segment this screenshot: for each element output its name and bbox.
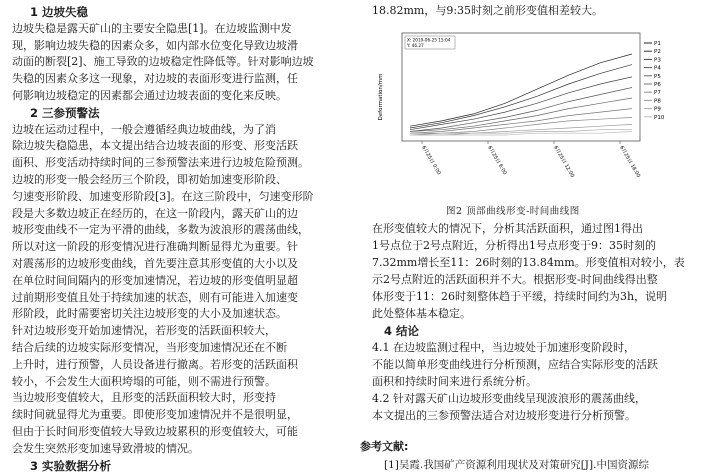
text-line: 续时间就显得尤为重要。即使形变加速情况并不是很明显， <box>12 408 298 422</box>
legend-label: P9 <box>654 106 661 113</box>
section-heading: 1 边坡失稳 <box>30 5 89 19</box>
legend-label: P2 <box>654 49 661 56</box>
text-line: 现，影响边坡失稳的因素众多，如内部水位变化导致边坡滑 <box>12 38 298 52</box>
text-line: 此处整体基本稳定。 <box>372 307 471 320</box>
text-line: 本文提出的三参预警法适合对边坡形变进行分析预警。 <box>372 409 636 422</box>
references-heading: 参考文献: <box>360 440 409 453</box>
legend-label: P3 <box>654 57 661 64</box>
deformation-chart <box>372 25 672 205</box>
text-line: 示2号点附近的活跃面积并不大。根据形变-时间曲线得出整 <box>372 273 658 286</box>
x-tick-label: 6月25日 6:00 <box>486 145 508 177</box>
text-line: 针对边坡形变开始加速情况，若形变的活跃面积较大， <box>12 324 276 338</box>
text-line: 体形变于11：26时刻整体趋于平缓，持续时间约为3h，说明 <box>372 290 668 303</box>
text-line: 动面的断裂[2]、施工导致的边坡稳定性降低等。针对影响边坡 <box>12 55 314 69</box>
text-line: 面积、形变活动持续时间的三参预警法来进行边坡危险预测。 <box>12 156 309 170</box>
y-axis-label: Deformation/mm <box>378 73 384 121</box>
text-line: 所以对这一阶段的形变情况进行准确判断显得尤为重要。针 <box>12 240 298 254</box>
legend-label: P4 <box>654 65 661 72</box>
tooltip-y: Y: 46.27 <box>407 43 424 48</box>
text-line: 1号点位于2号点附近，分析得出1号点形变于9：35时刻的 <box>372 239 656 252</box>
text-line: 对震荡形的边坡形变曲线，首先要注意其形变值的大小以及 <box>12 257 298 270</box>
text-line: 4.2 针对露天矿山边坡形变曲线呈现波浪形的震荡曲线， <box>372 392 646 405</box>
text-line: 除边坡失稳隐患，本文提出结合边坡表面的形变、形变活跃 <box>12 139 298 153</box>
x-axis-ticks <box>420 141 642 179</box>
text-line: 4.1 在边坡监测过程中，当边坡处于加速形变阶段时， <box>372 341 635 354</box>
text-line: 边坡失稳是露天矿山的主要安全隐患[1]。在边坡监测中发 <box>12 21 292 35</box>
x-tick-label: 6月25日 12:00 <box>552 145 576 179</box>
legend-label: P1 <box>654 41 661 47</box>
section-heading: 4 结论 <box>384 324 420 338</box>
text-line: 18.82mm，与9:35时刻之前形变值相差较大。 <box>372 4 604 17</box>
text-line: 结合后续的边坡实际形变情况，当形变加速情况还在不断 <box>12 341 287 354</box>
text-line: 在形变值较大的情况下，分析其活跃面积，通过图1得出 <box>372 222 643 235</box>
section-heading: 2 三参预警法 <box>30 105 100 120</box>
legend-label: P8 <box>654 98 661 105</box>
text-line: 失稳的因素众多这一现象，对边坡的表面形变进行监测，任 <box>12 72 298 86</box>
text-line: 匀速变形阶段、加速变形阶段[3]。在这三阶段中，匀速变形阶 <box>12 189 314 203</box>
legend-label: P5 <box>654 73 661 80</box>
text-line: 边坡在运动过程中，一般会遵循经典边坡曲线，为了消 <box>12 122 276 136</box>
text-line: 段是大多数边坡正在经历的，在这一阶段内，露天矿山的边 <box>12 206 298 220</box>
text-line: 不能以简单形变曲线进行分析预测，应结合实际形变的活跃 <box>372 358 658 371</box>
x-tick-label: 6月25日 18:00 <box>618 145 642 179</box>
legend-label: P7 <box>654 90 661 97</box>
legend-label: P10 <box>654 114 665 121</box>
text-line: 会发生突然形变加速导致滑坡的情况。 <box>12 441 199 455</box>
text-line: 何影响边坡稳定的因素都会通过边坡表面的变化来反映。 <box>12 89 287 102</box>
text-line: 坡形变曲线不一定为平滑的曲线，多数为波浪形的震荡曲线， <box>12 223 309 237</box>
reference-item: [1]吴霞.我国矿产资源利用现状及对策研究[J].中国资源综 <box>384 459 649 471</box>
text-line: 当边坡形变值较大，且形变的活跃面积较大时，形变持 <box>12 391 276 405</box>
text-line: 较小，不会发生大面积垮塌的可能，则不需进行预警。 <box>12 374 276 388</box>
chart-tooltip <box>405 36 455 49</box>
figure-caption: 图2 顶部曲线形变-时间曲线图 <box>446 206 580 217</box>
text-line: 面积和持续时间来进行系统分析。 <box>372 375 537 388</box>
deformation-time-figure <box>372 25 672 205</box>
text-line: 上升时，进行预警，人员设备进行撤离。若形变的活跃面积 <box>12 357 298 371</box>
text-line: 形阶段，此时需要密切关注边坡形变的大小及加速状态。 <box>12 307 287 321</box>
chart-legend <box>644 41 665 121</box>
text-line: 7.32mm增长至11：26时刻的13.84mm。形变值相对较小，表 <box>372 256 685 269</box>
text-line: 在单位时间间隔内的形变加速情况，若边坡的形变值明显超 <box>12 273 298 287</box>
x-tick-label: 6月25日 0:00 <box>420 145 442 177</box>
text-line: 过前期形变值且处于持续加速的状态，则有可能进入加速变 <box>12 290 298 304</box>
text-line: 但由于长时间形变值较大导致边坡累积的形变值较大，可能 <box>12 425 298 438</box>
text-line: 边坡的形变一般会经历三个阶段，即初始加速变形阶段、 <box>12 173 287 186</box>
tooltip-x: X: 2019-06-25 15:04 <box>407 37 451 43</box>
section-heading: 3 实验数据分析 <box>30 458 112 473</box>
legend-label: P6 <box>654 82 661 88</box>
